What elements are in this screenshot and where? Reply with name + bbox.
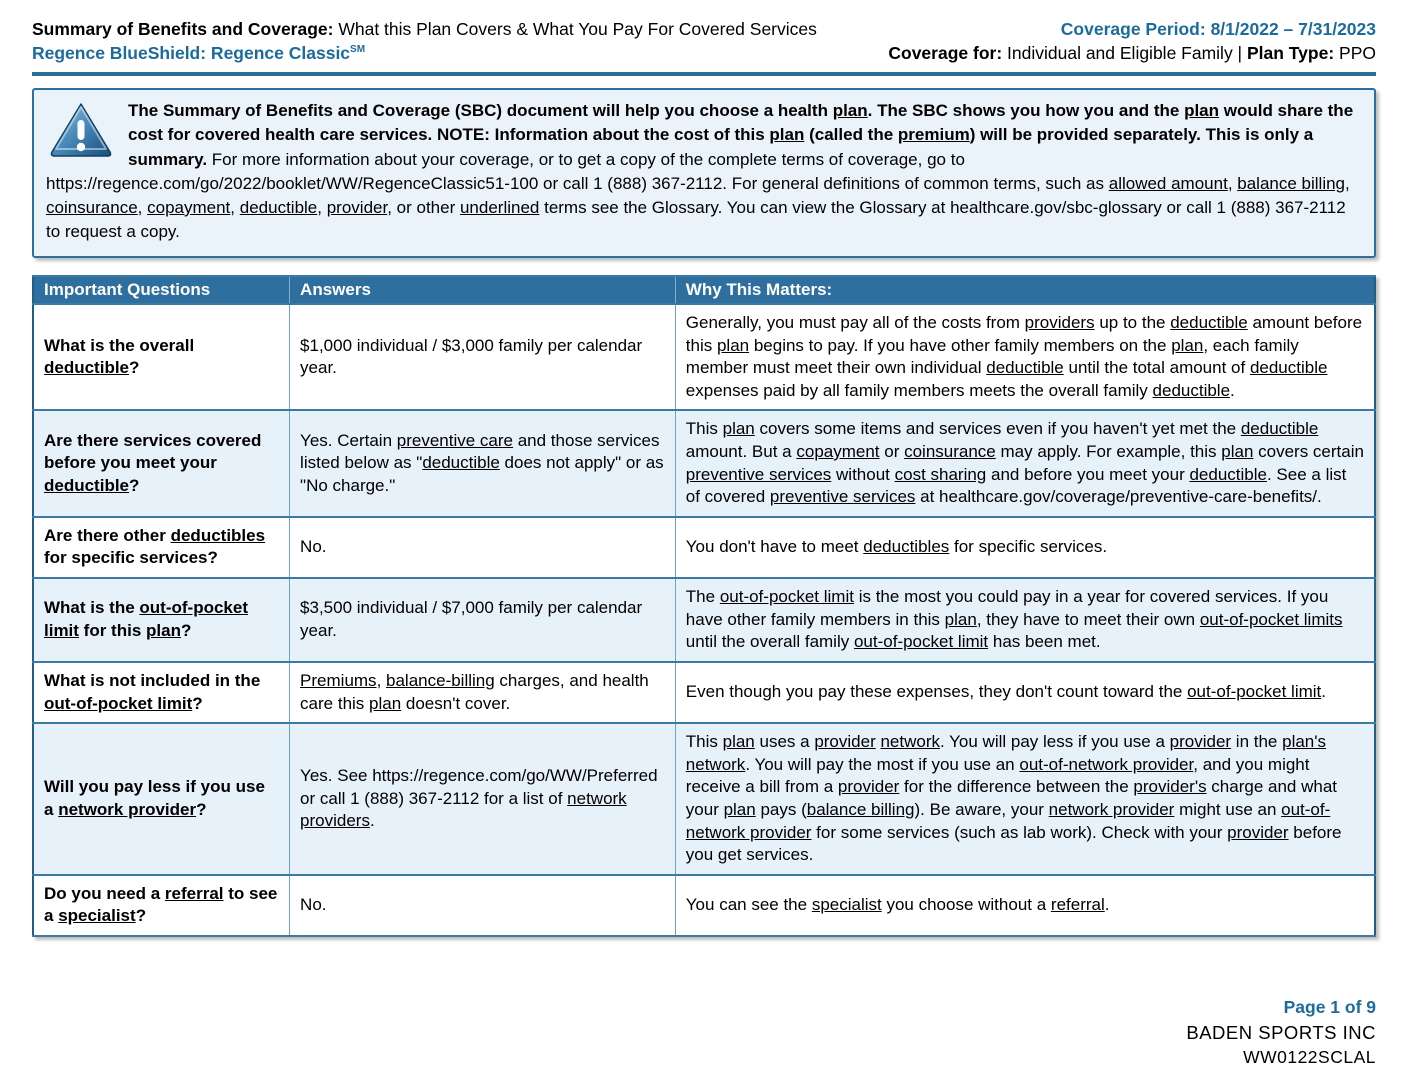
table-row [33, 723, 1375, 875]
answer-cell: Yes. See https://regence.com/go/WW/Preferred or call 1 (888) 367-2112 for a list of network providers. [290, 723, 676, 875]
answer-cell: No. [290, 517, 676, 578]
answer-cell: Yes. Certain preventive care and those services listed below as "deductible does not apply" or as "No charge." [290, 410, 676, 516]
column-header-why-this-matters: Why This Matters: [675, 276, 1375, 304]
question-cell: Do you need a referral to see a specialist? [33, 875, 290, 936]
warning-triangle-icon [48, 101, 114, 159]
why-cell: You don't have to meet deductibles for specific services. [675, 517, 1375, 578]
company-name: BADEN SPORTS INC [1186, 1021, 1376, 1043]
notice-text: The Summary of Benefits and Coverage (SBC) document will help you choose a health plan. The SBC shows you how you and the plan would share the cost for covered health care services. NOTE: Information about the cost of this plan (called the premium) will be provided separately. This is only a summary. For more information about your coverage, or to get a copy of the complete terms of coverage, go to https://regence.com/go/2022/booklet/WW/RegenceClassic51-100 or call 1 (888) 367-2112. For general definitions of common terms, such as allowed amount, balance billing, coinsurance, copayment, deductible, provider, or other underlined terms see the Glossary. You can view the Glossary at healthcare.gov/sbc-glossary or call 1 (888) 367-2112 to request a copy. [46, 101, 1354, 241]
table-row [33, 410, 1375, 516]
answer-cell: $1,000 individual / $3,000 family per calendar year. [290, 304, 676, 410]
question-cell: Are there services covered before you meet your deductible? [33, 410, 290, 516]
question-cell: What is the out-of-pocket limit for this plan? [33, 578, 290, 662]
question-cell: What is the overall deductible? [33, 304, 290, 410]
header-right [888, 18, 1376, 65]
why-cell: Generally, you must pay all of the costs from providers up to the deductible amount before this plan begins to pay. If you have other family members on the plan, each family member must meet their own individual deductible until the total amount of deductible expenses paid by all family members meets the overall family deductible. [675, 304, 1375, 410]
question-cell: Are there other deductibles for specific services? [33, 517, 290, 578]
question-cell: Will you pay less if you use a network provider? [33, 723, 290, 875]
coverage-for: Coverage for: Individual and Eligible Family | Plan Type: PPO [888, 42, 1376, 63]
column-header-important-questions: Important Questions [33, 276, 290, 304]
why-cell: This plan uses a provider network. You will pay less if you use a provider in the plan's network. You will pay the most if you use an out-of-network provider, and you might receive a bill from a provider for the difference between the provider's charge and what your plan pays (balance billing). Be aware, your network provider might use an out-of-network provider for some services (such as lab work). Check with your provider before you get services. [675, 723, 1375, 875]
table-row [33, 662, 1375, 723]
why-cell: You can see the specialist you choose without a referral. [675, 875, 1375, 936]
page-number: Page 1 of 9 [1283, 997, 1376, 1018]
notice-box [32, 88, 1376, 258]
answer-cell: Premiums, balance-billing charges, and health care this plan doesn't cover. [290, 662, 676, 723]
benefits-table-body [33, 304, 1375, 936]
question-cell: What is not included in the out-of-pocket limit? [33, 662, 290, 723]
plan-name: Regence BlueShield: Regence Classic℠ [32, 42, 366, 63]
why-cell: Even though you pay these expenses, they don't count toward the out-of-pocket limit. [675, 662, 1375, 723]
table-header-row [33, 276, 1375, 304]
column-header-answers: Answers [290, 276, 676, 304]
header-divider [32, 72, 1376, 76]
benefits-table [32, 275, 1376, 937]
table-row [33, 578, 1375, 662]
answer-cell: No. [290, 875, 676, 936]
service-mark: SM [350, 43, 366, 55]
table-row [33, 517, 1375, 578]
header-left [32, 18, 817, 65]
form-code: WW0122SCLAL [1243, 1047, 1376, 1068]
answer-cell: $3,500 individual / $7,000 family per calendar year. [290, 578, 676, 662]
document-title: Summary of Benefits and Coverage: What this Plan Covers & What You Pay For Covered Services [32, 19, 817, 39]
why-cell: This plan covers some items and services even if you haven't yet met the deductible amount. But a copayment or coinsurance may apply. For example, this plan covers certain preventive services without cost sharing and before you meet your deductible. See a list of covered preventive services at healthcare.gov/coverage/preventive-care-benefits/. [675, 410, 1375, 516]
table-row [33, 875, 1375, 936]
document-footer [32, 995, 1376, 1070]
table-row [33, 304, 1375, 410]
why-cell: The out-of-pocket limit is the most you could pay in a year for covered services. If you have other family members in this plan, they have to meet their own out-of-pocket limits until the overall family out-of-pocket limit has been met. [675, 578, 1375, 662]
coverage-period: Coverage Period: 8/1/2022 – 7/31/2023 [1060, 19, 1376, 39]
document-header [32, 18, 1376, 65]
